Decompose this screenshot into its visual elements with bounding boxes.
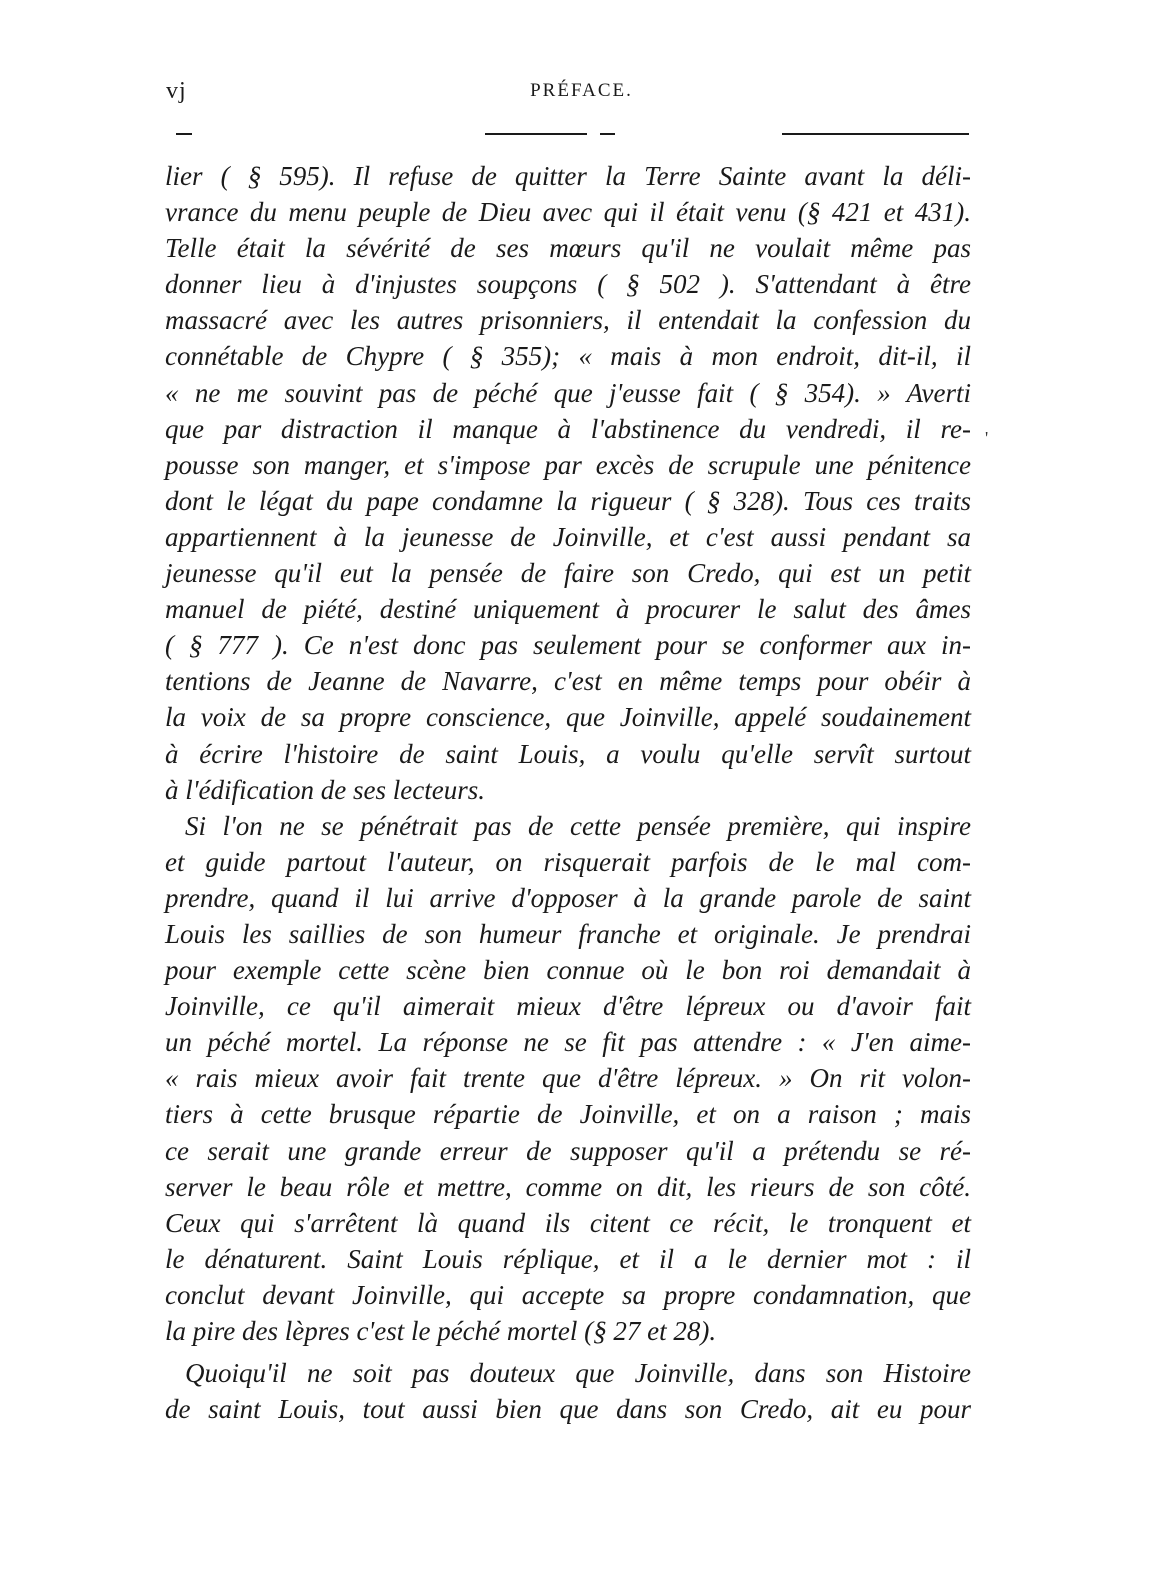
text-line: appartiennent à la jeunesse de Joinville, et c'est aussi pendant sa	[165, 521, 971, 552]
text-line: le dénaturent. Saint Louis réplique, et il a le dernier mot : il	[165, 1243, 971, 1274]
text-line: tiers à cette brusque répartie de Joinville, et on a raison ; mais	[165, 1099, 971, 1130]
text-line: et guide partout l'auteur, on risquerait parfois de le mal com-	[165, 846, 971, 877]
rule-divider	[485, 133, 587, 135]
page-number: vj	[166, 78, 187, 104]
text-line: « ne me souvint pas de péché que j'eusse fait ( § 354). » Averti	[165, 377, 971, 408]
text-line: ce serait une grande erreur de supposer qu'il a prétendu se ré-	[165, 1135, 971, 1166]
text-line: un péché mortel. La réponse ne se fit pas attendre : « J'en aime-	[165, 1027, 971, 1058]
text-line: tentions de Jeanne de Navarre, c'est en même temps pour obéir à	[165, 666, 971, 697]
text-line: « rais mieux avoir fait trente que d'être lépreux. » On rit volon-	[165, 1063, 971, 1094]
text-line: Si l'on ne se pénétrait pas de cette pensée première, qui inspire	[185, 810, 971, 841]
text-line: Joinville, ce qu'il aimerait mieux d'être lépreux ou d'avoir fait	[165, 991, 971, 1022]
text-line: manuel de piété, destiné uniquement à procurer le salut des âmes	[165, 594, 971, 625]
rule-divider	[600, 133, 615, 135]
text-line: server le beau rôle et mettre, comme on dit, les rieurs de son côté.	[165, 1171, 971, 1202]
text-line: massacré avec les autres prisonniers, il entendait la confession du	[165, 305, 971, 336]
rule-divider	[176, 133, 192, 135]
text-line: la pire des lèpres c'est le péché mortel (§ 27 et 28).	[165, 1316, 717, 1346]
text-line: à l'édification de ses lecteurs.	[165, 774, 485, 805]
text-line: pousse son manger, et s'impose par excès de scrupule une pénitence	[165, 449, 971, 480]
rule-divider	[782, 133, 969, 135]
body-text	[165, 158, 971, 1427]
header-rules	[0, 133, 1163, 137]
text-line: lier ( § 595). Il refuse de quitter la Terre Sainte avant la déli-	[165, 161, 971, 191]
text-line: prendre, quand il lui arrive d'opposer à la grande parole de saint	[165, 882, 971, 913]
text-line: vrance du menu peuple de Dieu avec qui il était venu (§ 421 et 431).	[165, 197, 971, 228]
text-line: ( § 777 ). Ce n'est donc pas seulement pour se conformer aux in-	[165, 630, 971, 661]
text-line: conclut devant Joinville, qui accepte sa propre condamnation, que	[165, 1279, 971, 1310]
text-line: Telle était la sévérité de ses mœurs qu'il ne voulait même pas	[165, 233, 971, 264]
text-line: connétable de Chypre ( § 355); « mais à mon endroit, dit-il, il	[165, 341, 971, 372]
text-line: Ceux qui s'arrêtent là quand ils citent ce récit, le tronquent et	[165, 1207, 971, 1238]
text-line: jeunesse qu'il eut la pensée de faire son Credo, qui est un petit	[165, 558, 971, 589]
page-header	[0, 78, 1163, 108]
text-line: Louis les saillies de son humeur franche et originale. Je prendrai	[165, 918, 971, 949]
margin-mark: '	[985, 428, 989, 448]
text-line: pour exemple cette scène bien connue où le bon roi demandait à	[165, 955, 971, 986]
text-line: donner lieu à d'injustes soupçons ( § 502 ). S'attendant à être	[165, 269, 971, 300]
text-line: de saint Louis, tout aussi bien que dans son Credo, ait eu pour	[165, 1394, 971, 1425]
text-line: à écrire l'histoire de saint Louis, a voulu qu'elle servît surtout	[165, 738, 971, 769]
text-line: que par distraction il manque à l'abstinence du vendredi, il re-	[165, 413, 971, 444]
running-title: PRÉFACE.	[530, 80, 633, 101]
text-line: Quoiqu'il ne soit pas douteux que Joinville, dans son Histoire	[185, 1358, 971, 1389]
text-line: la voix de sa propre conscience, que Joinville, appelé soudainement	[165, 702, 971, 733]
text-line: dont le légat du pape condamne la rigueur ( § 328). Tous ces traits	[165, 485, 971, 516]
